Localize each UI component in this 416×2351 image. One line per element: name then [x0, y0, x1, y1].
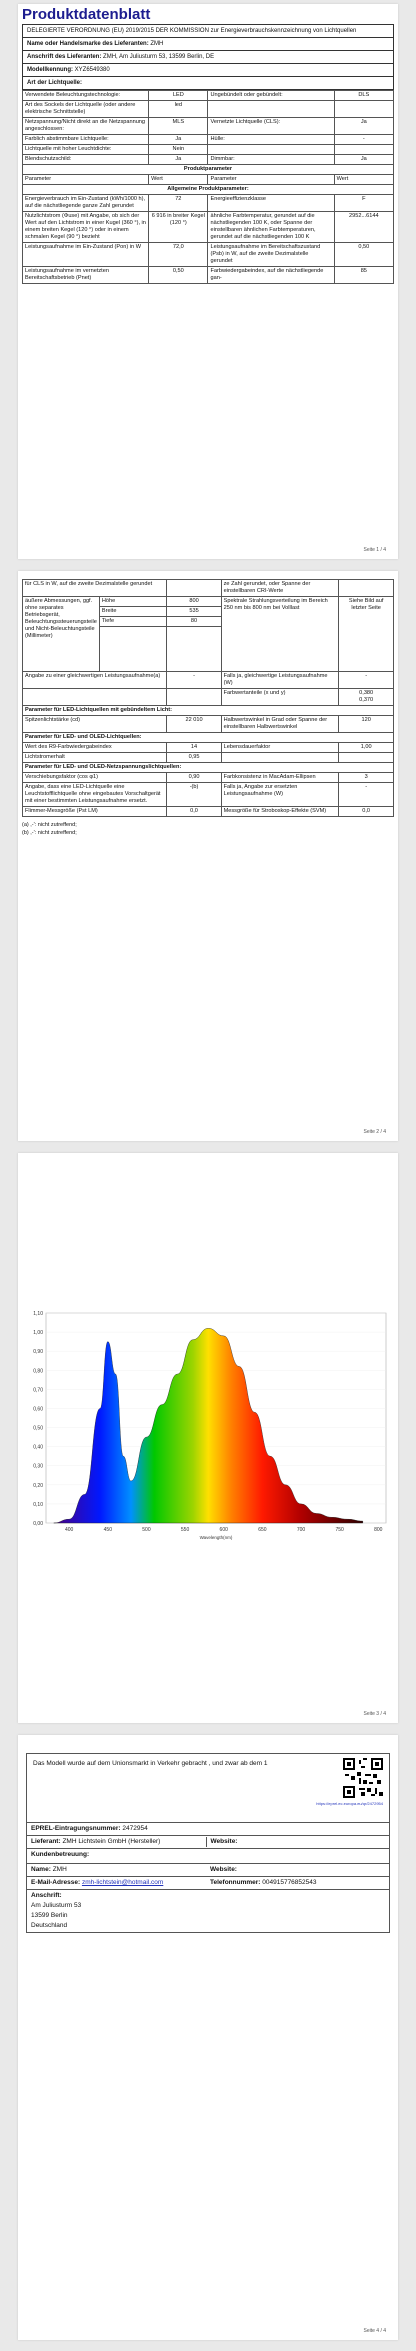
row-value: Ja	[334, 118, 393, 135]
row-label: Dimmbar:	[208, 155, 334, 165]
chromaticity-value: 0,380 0,370	[339, 689, 394, 706]
name-value: ZMH	[52, 1866, 67, 1873]
table-row	[23, 195, 394, 212]
row-value: -	[334, 135, 393, 145]
supplier-name: ZMH	[150, 41, 164, 47]
x-axis-label: Wavelength(nm)	[199, 1535, 233, 1540]
y-tick-label: 0,20	[33, 1482, 43, 1489]
replacement-value: -(b)	[167, 783, 221, 807]
replacement-power-label: Falls ja, Angabe zur ersetzten Leistungsaufnahme (W)	[221, 783, 339, 807]
row-label: Netzspannung/Nicht direkt an die Netzspannung angeschlossen:	[23, 118, 149, 135]
row-value	[334, 101, 393, 118]
svm-label: Messgröße für Stroboskop-Effekte (SVM)	[221, 807, 339, 817]
param-value: 0,50	[334, 243, 393, 267]
param-label: Leistungsaufnahme im Bereitschaftszustand (Psb) in W, auf die zweite Dezimalstelle gerundet	[208, 243, 334, 267]
address-label: Anschrift:	[31, 1892, 62, 1899]
row-label: Vernetzte Lichtquelle (CLS):	[208, 118, 334, 135]
mains-title: Parameter für LED- und OLED-Netzspannungslichtquellen:	[23, 763, 394, 773]
svm-value: 0,0	[339, 807, 394, 817]
x-tick-label: 500	[142, 1527, 151, 1533]
row-label: Ungebündelt oder gebündelt:	[208, 91, 334, 101]
row-value: Ja	[334, 155, 393, 165]
survival-factor-value: 1,00	[339, 743, 394, 753]
x-tick-label: 600	[219, 1527, 228, 1533]
cell: für CLS in W, auf die zweite Dezimalstelle gerundet	[23, 580, 167, 597]
y-tick-label: 0,70	[33, 1387, 43, 1394]
row-label: Lichtquelle mit hoher Leuchtdichte:	[23, 145, 149, 155]
beam-angle-value: 120	[339, 716, 394, 733]
table-row	[23, 118, 394, 135]
param-label: Nutzlichtstrom (Φuse) mit Angabe, ob sich der Wert auf den Lichtstrom in einer Kugel (360 °), in einem breiten Kegel (120 °) oder in einem schmalen Kegel (90 °) bezieht	[23, 212, 149, 243]
equivalent-power-label: Angabe zu einer gleichwertigen Leistungsaufnahme(a)	[23, 672, 167, 689]
beam-angle-label: Halbwertswinkel in Grad oder Spanne der einstellbaren Halbwertswinkel	[221, 716, 339, 733]
page-1	[18, 4, 398, 559]
x-tick-label: 700	[296, 1527, 306, 1533]
param-value: 72,0	[149, 243, 208, 267]
y-tick-label: 0,60	[33, 1406, 43, 1413]
y-tick-label: 0,10	[33, 1501, 43, 1508]
param-label: Leistungsaufnahme im Ein-Zustand (Pon) in W	[23, 243, 149, 267]
param-label: Leistungsaufnahme im vernetzten Bereitschaftsbetrieb (Pnet)	[23, 267, 149, 284]
model-id: XYZ6549380	[74, 67, 110, 73]
row-value: DLS	[334, 91, 393, 101]
source-type-label: Art der Lichtquelle:	[22, 77, 394, 90]
power-factor-value: 0,90	[167, 773, 221, 783]
footnote-a: (a) ,-': nicht zutreffend;	[22, 822, 77, 828]
peak-intensity-value: 22 010	[167, 716, 221, 733]
col-header: Parameter	[23, 175, 149, 185]
address-line-3: Deutschland	[31, 1922, 68, 1929]
row-label	[208, 145, 334, 155]
led-title: Parameter für LED- und OLED-Lichtquellen:	[23, 733, 394, 743]
table-row	[23, 135, 394, 145]
param-value: 85	[334, 267, 393, 284]
table-row	[23, 267, 394, 284]
chromaticity-label: Farbwertanteile (x und y)	[221, 689, 339, 706]
cell: ze Zahl gerundet, oder Spanne der einstellbaren CRI-Werte	[221, 580, 339, 597]
name-label: Name:	[31, 1866, 51, 1873]
param-value: 72	[149, 195, 208, 212]
col-header: Parameter	[208, 175, 334, 185]
flicker-value: 0,0	[167, 807, 221, 817]
table-row	[23, 91, 394, 101]
dim-height: 800	[167, 597, 221, 607]
supplier-name-label: Name oder Handelsmarke des Lieferanten:	[27, 41, 149, 47]
y-tick-label: 0,40	[33, 1444, 43, 1451]
x-tick-label: 650	[258, 1527, 267, 1533]
flicker-label: Flimmer-Messgröße (Pst LM)	[23, 807, 167, 817]
eprel-number: 2472954	[122, 1825, 148, 1832]
param-value: 6 916 in breiter Kegel (120 °)	[149, 212, 208, 243]
replacement-power-value: -	[339, 783, 394, 807]
equivalent-power-value: -	[167, 672, 221, 689]
y-tick-label: 0,30	[33, 1463, 43, 1470]
page-number: Seite 4 / 4	[363, 2328, 386, 2334]
lumen-maintenance-value: 0,95	[167, 753, 221, 763]
page-3	[18, 1153, 398, 1723]
row-label: Farblich abstimmbare Lichtquelle:	[23, 135, 149, 145]
table-row	[23, 212, 394, 243]
page-number: Seite 2 / 4	[363, 1129, 386, 1135]
row-value: Ja	[149, 155, 208, 165]
r9-label: Wert des R9-Farbwiedergabeindex	[23, 743, 167, 753]
page-number: Seite 1 / 4	[363, 547, 386, 553]
y-tick-label: 0,00	[33, 1521, 43, 1527]
source-type-table	[22, 90, 394, 284]
power-factor-label: Verschiebungsfaktor (cos φ1)	[23, 773, 167, 783]
spectrum-chart	[18, 1303, 398, 1563]
params-title: Produktparameter	[23, 165, 394, 175]
page-2	[18, 571, 398, 1141]
address-line-2: 13599 Berlin	[31, 1912, 68, 1919]
general-params-title: Allgemeine Produktparameter:	[23, 185, 394, 195]
y-tick-label: 0,90	[33, 1349, 43, 1356]
table-row	[23, 145, 394, 155]
phone-label: Telefonnummer:	[210, 1879, 261, 1886]
dim-width: 535	[167, 607, 221, 617]
param-label: ähnliche Farbtemperatur, gerundet auf die nächstliegenden 100 K, oder Spanne der einstellbaren ähnlichen Farbtemperaturen, gerundet auf die nächstliegenden 100 K	[208, 212, 334, 243]
param-label: Energieeffizienzklasse	[208, 195, 334, 212]
y-tick-label: 0,50	[33, 1425, 43, 1432]
row-value: MLS	[149, 118, 208, 135]
page-number: Seite 3 / 4	[363, 1711, 386, 1717]
row-value: led	[149, 101, 208, 118]
website-label: Website:	[206, 1837, 386, 1847]
param-value: 0,50	[149, 267, 208, 284]
spectral-value: Siehe Bild auf letzter Seite	[339, 597, 394, 672]
phone-value: 004915776852543	[262, 1879, 317, 1886]
eprel-label: EPREL-Eintragungsnummer:	[31, 1825, 121, 1832]
table-row	[23, 155, 394, 165]
supplier-address-label: Anschrift des Lieferanten:	[27, 54, 102, 60]
dim-width-label: Breite	[99, 607, 167, 617]
eu-market-text: Das Modell wurde auf dem Unionsmarkt in Verkehr gebracht , und zwar ab dem 1	[33, 1760, 268, 1767]
x-tick-label: 750	[335, 1527, 344, 1533]
param-label: Energieverbrauch im Ein-Zustand (kWh/1000 h), auf die nächstliegende ganze Zahl gerundet	[23, 195, 149, 212]
row-value: Ja	[149, 135, 208, 145]
survival-factor-label: Lebensdauerfaktor	[221, 743, 339, 753]
dim-depth: 80	[167, 617, 221, 627]
r9-value: 14	[167, 743, 221, 753]
param-value: 2952...6144	[334, 212, 393, 243]
model-label: Modellkennung:	[27, 67, 73, 73]
y-tick-label: 0,80	[33, 1368, 43, 1375]
spectral-label: Spektrale Strahlungsverteilung im Bereich 250 nm bis 800 nm bei Volllast	[221, 597, 339, 672]
email-link[interactable]: zmh-lichtstein@hotmail.com	[81, 1879, 164, 1886]
peak-intensity-label: Spitzenlichtstärke (cd)	[23, 716, 167, 733]
page-4	[18, 1735, 398, 2340]
equivalent-yes-value: -	[339, 672, 394, 689]
row-value	[334, 145, 393, 155]
customer-service-label: Kundenbetreuung:	[27, 1849, 389, 1864]
directional-title: Parameter für LED-Lichtquellen mit gebündeltem Licht:	[23, 706, 394, 716]
row-label: Hülle:	[208, 135, 334, 145]
x-tick-label: 800	[374, 1527, 383, 1533]
row-label	[208, 101, 334, 118]
row-label: Art des Sockels der Lichtquelle (oder andere elektrische Schnittstelle)	[23, 101, 149, 118]
dim-depth-label: Tiefe	[99, 617, 167, 627]
col-header: Wert	[149, 175, 208, 185]
params-table-continued	[22, 579, 394, 817]
col-header: Wert	[334, 175, 393, 185]
footnote-b: (b) ,-': nicht zutreffend;	[22, 830, 77, 836]
supplier-label: Lieferant:	[31, 1838, 61, 1845]
replacement-label: Angabe, dass eine LED-Lichtquelle eine Leuchtstofflichtquelle ohne eingebautes Vorschaltgerät mit einer bestimmten Leistungsaufnahme ersetzt.	[23, 783, 167, 807]
x-tick-label: 400	[65, 1527, 74, 1533]
row-label: Verwendete Beleuchtungstechnologie:	[23, 91, 149, 101]
x-tick-label: 450	[103, 1527, 112, 1533]
row-value: LED	[149, 91, 208, 101]
eprel-url[interactable]: https://eprel.ec.europa.eu/qr/2472954	[316, 1801, 383, 1806]
y-tick-label: 1,00	[33, 1330, 43, 1337]
color-consistency-label: Farbkonsistenz in MacAdam-Ellipsen	[221, 773, 339, 783]
supplier-address: ZMH, Am Juliusturm 53, 13599 Berlin, DE	[103, 54, 215, 60]
param-value: F	[334, 195, 393, 212]
x-tick-label: 550	[180, 1527, 190, 1533]
website-label-2: Website:	[210, 1866, 237, 1873]
table-row	[23, 101, 394, 118]
color-consistency-value: 3	[339, 773, 394, 783]
address-line-1: Am Juliusturm 53	[31, 1902, 82, 1909]
dimensions-label: äußere Abmessungen, ggf. ohne separates Betriebsgerät, Beleuchtungssteuerungsteile und Nicht-Beleuchtungsteile (Millimeter)	[23, 597, 100, 672]
supplier-value: ZMH Lichtstein GmbH (Hersteller)	[62, 1838, 161, 1845]
qr-code	[343, 1758, 383, 1798]
email-label: E-Mail-Adresse:	[31, 1879, 81, 1886]
y-tick-label: 1,10	[33, 1311, 43, 1317]
dim-height-label: Höhe	[99, 597, 167, 607]
param-label: Farbwiedergabeindex, auf die nächstliegende gan-	[208, 267, 334, 284]
page-title: Produktdatenblatt	[22, 6, 151, 23]
equivalent-yes-label: Falls ja, gleichwertige Leistungsaufnahme (W)	[221, 672, 339, 689]
regulation-header: DELEGIERTE VERORDNUNG (EU) 2019/2015 DER KOMMISSION zur Energieverbrauchskennzeichnung von Lichtquellen	[22, 24, 394, 38]
lumen-maintenance-label: Lichtstromerhalt	[23, 753, 167, 763]
table-row	[23, 243, 394, 267]
row-label: Blendschutzschild:	[23, 155, 149, 165]
row-value: Nein	[149, 145, 208, 155]
